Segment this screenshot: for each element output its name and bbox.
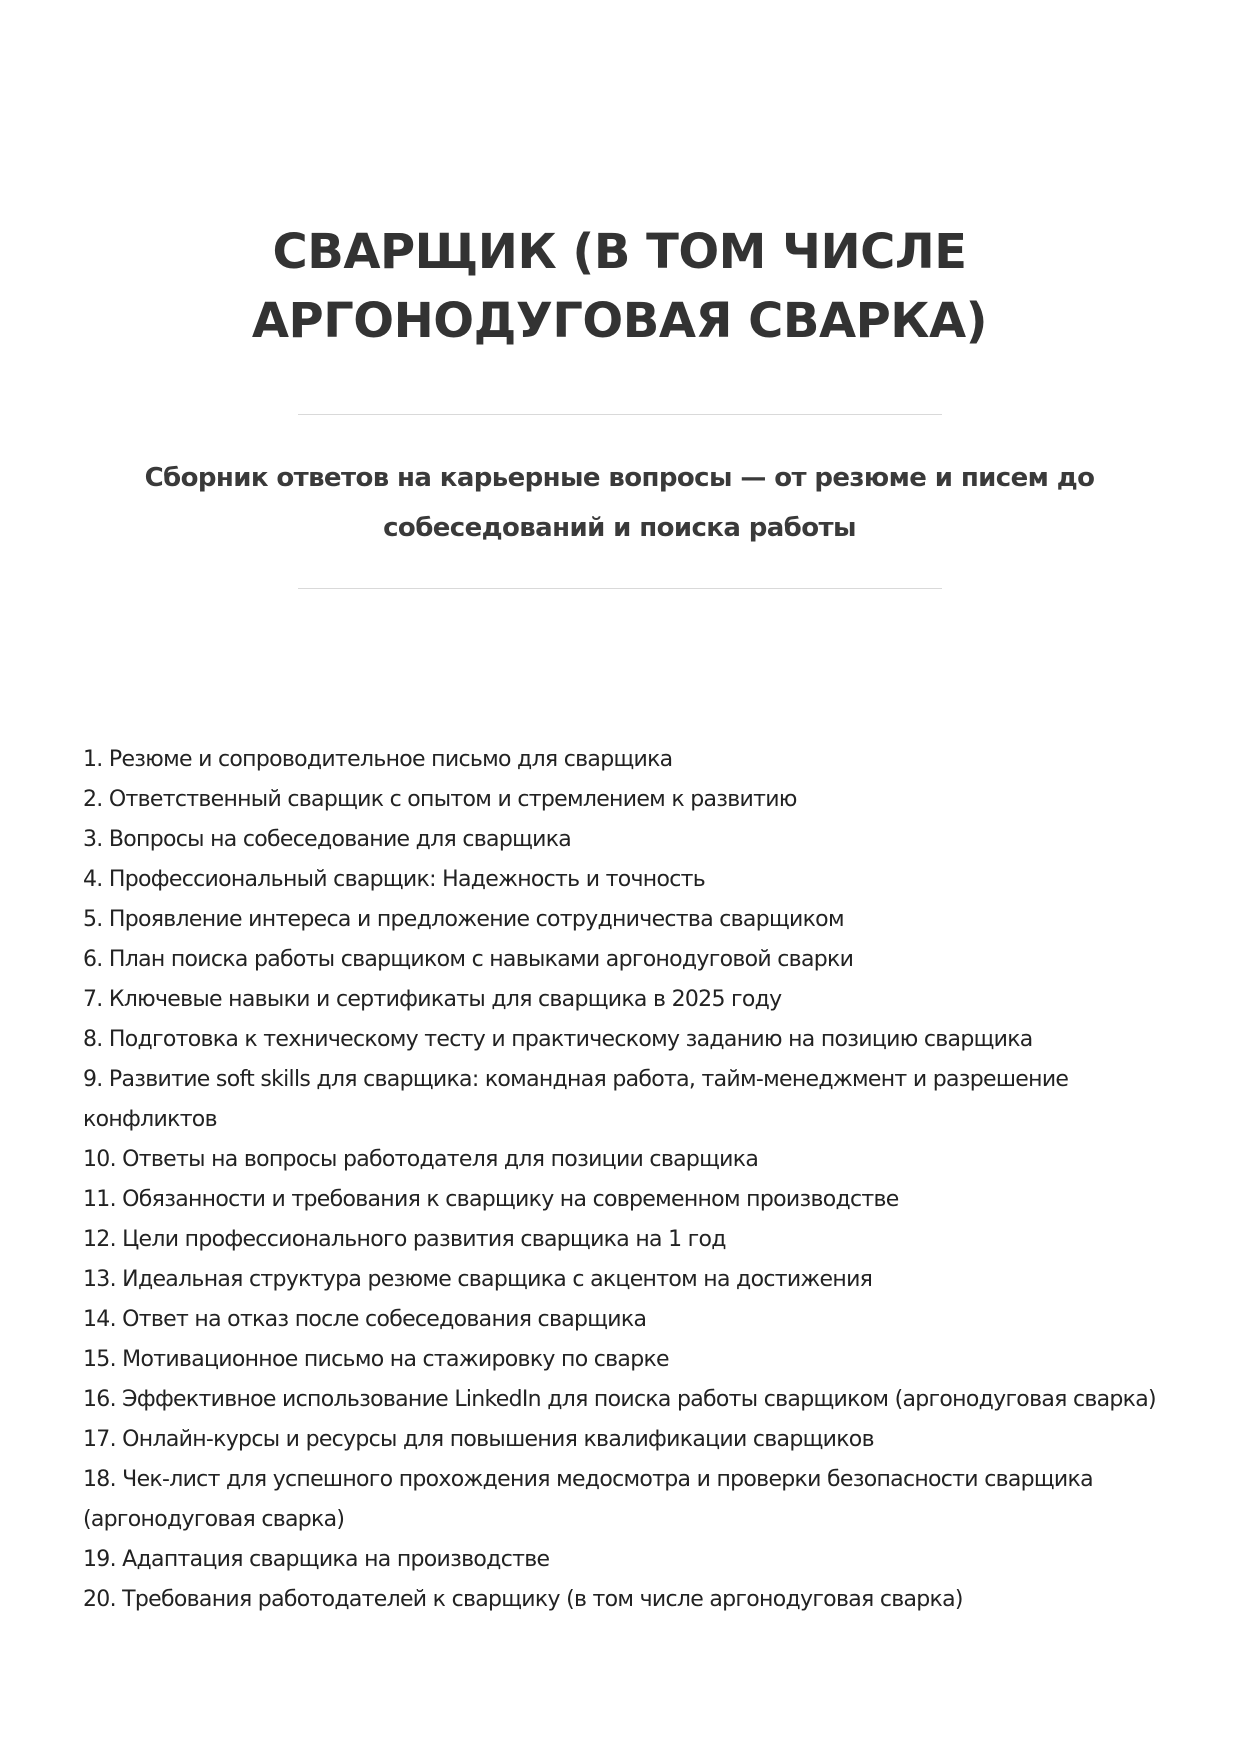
toc-item-16[interactable]: 16. Эффективное использование LinkedIn для поиска работы сварщиком (аргонодуговая сварка) (83, 1387, 1156, 1412)
toc-item-1[interactable]: 1. Резюме и сопроводительное письмо для сварщика (83, 747, 673, 772)
toc-item-17[interactable]: 17. Онлайн-курсы и ресурсы для повышения квалификации сварщиков (83, 1427, 874, 1452)
toc-item-13[interactable]: 13. Идеальная структура резюме сварщика с акцентом на достижения (83, 1267, 873, 1292)
toc-item-6[interactable]: 6. План поиска работы сварщиком с навыками аргонодуговой сварки (83, 947, 854, 972)
toc-item-12[interactable]: 12. Цели профессионального развития сварщика на 1 год (83, 1227, 726, 1252)
toc-item-4[interactable]: 4. Профессиональный сварщик: Надежность и точность (83, 867, 705, 892)
toc-item-18[interactable]: 18. Чек-лист для успешного прохождения медосмотра и проверки безопасности сварщика (аргонодуговая сварка) (83, 1467, 1093, 1532)
divider-bottom (298, 588, 942, 589)
toc-item-11[interactable]: 11. Обязанности и требования к сварщику на современном производстве (83, 1187, 899, 1212)
page-title: СВАРЩИК (В ТОМ ЧИСЛЕ АРГОНОДУГОВАЯ СВАРКА) (251, 224, 988, 350)
toc-item-8[interactable]: 8. Подготовка к техническому тесту и практическому заданию на позицию сварщика (83, 1027, 1033, 1052)
toc-item-20[interactable]: 20. Требования работодателей к сварщику (в том числе аргонодуговая сварка) (83, 1587, 963, 1612)
toc-item-2[interactable]: 2. Ответственный сварщик с опытом и стремлением к развитию (83, 787, 797, 812)
toc-item-10[interactable]: 10. Ответы на вопросы работодателя для позиции сварщика (83, 1147, 759, 1172)
toc-item-15[interactable]: 15. Мотивационное письмо на стажировку по сварке (83, 1347, 669, 1372)
page-subtitle: Сборник ответов на карьерные вопросы — от резюме и писем до собеседований и поиска работы (144, 463, 1095, 543)
table-of-contents (83, 740, 1163, 1620)
toc-item-14[interactable]: 14. Ответ на отказ после собеседования сварщика (83, 1307, 647, 1332)
toc-item-3[interactable]: 3. Вопросы на собеседование для сварщика (83, 827, 572, 852)
divider-top (298, 414, 942, 415)
toc-item-9[interactable]: 9. Развитие soft skills для сварщика: командная работа, тайм-менеджмент и разрешение конфликтов (83, 1067, 1069, 1132)
toc-item-7[interactable]: 7. Ключевые навыки и сертификаты для сварщика в 2025 году (83, 987, 782, 1012)
toc-item-19[interactable]: 19. Адаптация сварщика на производстве (83, 1547, 550, 1572)
toc-item-5[interactable]: 5. Проявление интереса и предложение сотрудничества сварщиком (83, 907, 844, 932)
